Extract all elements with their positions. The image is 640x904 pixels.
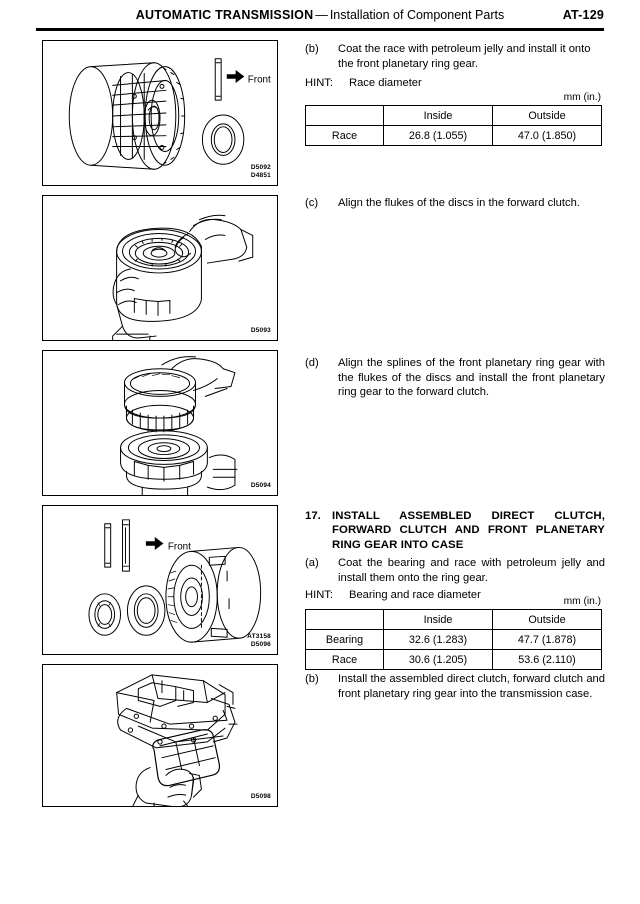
- row-label: Race: [306, 650, 384, 670]
- figure-code: D5098: [250, 792, 271, 800]
- figure-panel-ring-gear-and-race: [42, 40, 278, 186]
- cell-outside: 53.6 (2.110): [493, 650, 602, 670]
- step-text: Coat the race with petroleum jelly and install it onto the front planetary ring gear.: [338, 43, 591, 70]
- figure-code: D5093: [250, 326, 271, 334]
- table-header-outside: Outside: [493, 106, 602, 126]
- figure-panel-installing-ring-gear: [42, 350, 278, 496]
- step-row: [305, 196, 605, 211]
- step-row: [305, 356, 605, 400]
- front-arrow-icon: [227, 71, 244, 83]
- table-header-outside: Outside: [493, 610, 602, 630]
- manual-subsection-title: Installation of Component Parts: [329, 8, 505, 22]
- step-text: Install the assembled direct clutch, forward clutch and front planetary ring gear into the transmission case.: [338, 673, 605, 700]
- step-label: (c): [305, 197, 319, 209]
- manual-section-title: AUTOMATIC TRANSMISSION: [135, 8, 314, 22]
- table-corner-cell: [306, 610, 384, 630]
- step-row: [305, 556, 605, 585]
- table-header-row: [306, 106, 602, 126]
- hint-label: HINT:: [305, 77, 333, 89]
- step-label: (a): [305, 557, 319, 569]
- figure-panel-bearing-race-and-drum: [42, 505, 278, 655]
- table-row: [306, 126, 602, 146]
- row-label: Race: [306, 126, 384, 146]
- main-step-heading: INSTALL ASSEMBLED DIRECT CLUTCH, FORWARD CLUTCH AND FRONT PLANETARY RING GEAR INTO CASE: [332, 510, 605, 551]
- spec-table-bearing-race-diameter: [305, 609, 602, 670]
- table-row: [306, 650, 602, 670]
- spec-table-race-diameter: [305, 105, 602, 146]
- step-a-coat-bearing: [305, 556, 605, 585]
- table-header-inside: Inside: [384, 610, 493, 630]
- figure-panel-install-into-case: [42, 664, 278, 807]
- figure-code: AT3158 D5096: [247, 633, 271, 648]
- spec-table-2-wrapper: [305, 596, 605, 670]
- step-text: Coat the bearing and race with petroleum jelly and install them onto the ring gear.: [338, 557, 605, 584]
- step-text: Align the splines of the front planetary ring gear with the flukes of the discs and install the front planetary ring gear to the forward clutch.: [338, 357, 605, 399]
- front-label-text: Front: [247, 74, 271, 86]
- table-header-row: [306, 610, 602, 630]
- step-label: (b): [305, 673, 319, 685]
- main-step-row: [305, 509, 605, 552]
- cell-outside: 47.7 (1.878): [493, 630, 602, 650]
- step-text: Align the flukes of the discs in the forward clutch.: [338, 197, 580, 209]
- hint-text: Bearing and race diameter: [349, 589, 481, 601]
- step-b-install-assembly: [305, 672, 605, 701]
- table-row: [306, 630, 602, 650]
- main-step-number: 17.: [305, 510, 321, 522]
- step-d-align-splines: [305, 356, 605, 400]
- step-label: (b): [305, 43, 319, 55]
- front-label-text: Front: [167, 541, 191, 553]
- table-corner-cell: [306, 106, 384, 126]
- hint-race-diameter: [305, 76, 605, 91]
- step-row: [305, 672, 605, 701]
- header-dash: —: [315, 8, 328, 22]
- step-label: (d): [305, 357, 319, 369]
- step-b-coat-race: [305, 42, 605, 71]
- hint-label: HINT:: [305, 589, 333, 601]
- figure-panel-aligning-disc-flukes: [42, 195, 278, 341]
- figure-code: D5092 D4851: [250, 164, 271, 179]
- cell-inside: 30.6 (1.205): [384, 650, 493, 670]
- page-header: [36, 8, 604, 30]
- spec-table-1-wrapper: [305, 92, 605, 146]
- figure-code: D5094: [250, 481, 271, 489]
- step-row: [305, 42, 605, 71]
- cell-inside: 26.8 (1.055): [384, 126, 493, 146]
- unit-label: mm (in.): [563, 596, 601, 607]
- header-title-group: [36, 8, 604, 22]
- step-c-align-flukes: [305, 196, 605, 211]
- unit-label: mm (in.): [563, 92, 601, 103]
- row-label: Bearing: [306, 630, 384, 650]
- table-header-inside: Inside: [384, 106, 493, 126]
- cell-inside: 32.6 (1.283): [384, 630, 493, 650]
- cell-outside: 47.0 (1.850): [493, 126, 602, 146]
- header-rule: [36, 28, 604, 31]
- front-arrow-icon: [146, 538, 163, 550]
- hint-row: [305, 76, 605, 91]
- main-step-17: [305, 509, 605, 552]
- hint-text: Race diameter: [349, 77, 422, 89]
- page-number: AT-129: [562, 8, 604, 22]
